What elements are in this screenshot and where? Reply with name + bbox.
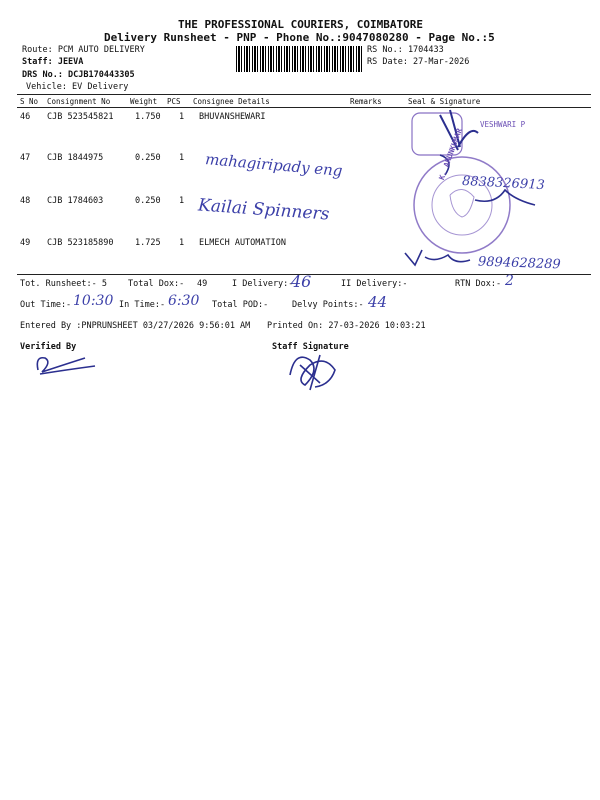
staff-signature-icon — [280, 345, 350, 393]
rs-date: RS Date: 27-Mar-2026 — [367, 57, 470, 67]
row-consignee: ELMECH AUTOMATION — [199, 238, 286, 248]
col-consignment: Consignment No — [47, 97, 111, 106]
runsheet-subtitle: Delivery Runsheet - PNP - Phone No.:9047080280 - Page No.:5 — [104, 31, 495, 44]
route-label: Route: PCM AUTO DELIVERY — [22, 45, 145, 55]
i-delivery-value: 46 — [291, 272, 312, 291]
verified-signature-icon — [30, 348, 100, 378]
row-pcs: 1 — [179, 238, 185, 248]
handwritten-phone: 9894628289 — [477, 254, 561, 273]
drs-number: DRS No.: DCJB170443305 — [22, 70, 135, 80]
row-consignment: CJB 1844975 — [47, 153, 104, 163]
col-sno: S No — [20, 97, 39, 106]
stamp-text: K. ARUNKUMAR — [437, 127, 464, 182]
row-pcs: 1 — [179, 196, 185, 206]
staff-label: Staff: JEEVA — [22, 57, 84, 67]
col-seal: Seal & Signature — [408, 97, 481, 106]
col-remarks: Remarks — [350, 97, 382, 106]
col-weight: Weight — [130, 97, 158, 106]
verified-by-label: Verified By — [20, 342, 77, 352]
handwritten-consignee: Kailai Spinners — [197, 195, 331, 225]
handwritten-phone: 8838326913 — [461, 173, 546, 194]
entered-by: Entered By :PNPRUNSHEET 03/27/2026 9:56:01 AM — [20, 321, 251, 331]
row-sno: 46 — [20, 112, 31, 122]
delvy-points-label: Delvy Points:- — [292, 300, 364, 310]
staff-signature-label: Staff Signature — [272, 342, 349, 352]
row-sno: 47 — [20, 153, 31, 163]
row-weight: 1.750 — [135, 112, 161, 122]
vehicle-label: Vehicle: EV Delivery — [26, 82, 129, 92]
signature-scribble-icon — [440, 155, 535, 205]
seal-signature-area — [400, 105, 600, 280]
tot-runsheet: Tot. Runsheet:- 5 — [20, 279, 107, 289]
row-weight: 0.250 — [135, 196, 161, 206]
row-consignment: CJB 1784603 — [47, 196, 104, 206]
rs-number: RS No.: 1704433 — [367, 45, 444, 55]
i-delivery-label: I Delivery:- — [232, 279, 294, 289]
col-consignee: Consignee Details — [193, 97, 270, 106]
in-time-value: 6:30 — [168, 293, 200, 309]
row-sno: 48 — [20, 196, 31, 206]
row-weight: 0.250 — [135, 153, 161, 163]
row-consignment: CJB 523185890 — [47, 238, 114, 248]
out-time-value: 10:30 — [73, 293, 114, 309]
total-pod-label: Total POD:- — [212, 300, 269, 310]
company-name: THE PROFESSIONAL COURIERS, COIMBATORE — [178, 18, 424, 31]
out-time-label: Out Time:- — [20, 300, 72, 310]
row-consignee: BHUVANSHEWARI — [199, 112, 266, 122]
rtn-dox-value: 2 — [505, 273, 514, 289]
total-dox-value: 49 — [197, 279, 208, 289]
total-dox-label: Total Dox:- — [128, 279, 185, 289]
printed-on: Printed On: 27-03-2026 10:03:21 — [267, 321, 426, 331]
row-sno: 49 — [20, 238, 31, 248]
ii-delivery-label: II Delivery:- — [341, 279, 408, 289]
table-top-rule — [17, 94, 591, 95]
barcode-image — [236, 46, 362, 72]
stamp-partial-text: VESHWARI P — [480, 120, 526, 129]
round-stamp-icon — [414, 157, 510, 253]
delvy-points-value: 44 — [368, 293, 388, 311]
handwritten-consignee: mahagiripady eng — [204, 150, 344, 180]
in-time-label: In Time:- — [119, 300, 166, 310]
row-pcs: 1 — [179, 153, 185, 163]
row-weight: 1.725 — [135, 238, 161, 248]
row-consignment: CJB 523545821 — [47, 112, 114, 122]
row-pcs: 1 — [179, 112, 185, 122]
rtn-dox-label: RTN Dox:- — [455, 279, 502, 289]
col-pcs: PCS — [167, 97, 181, 106]
